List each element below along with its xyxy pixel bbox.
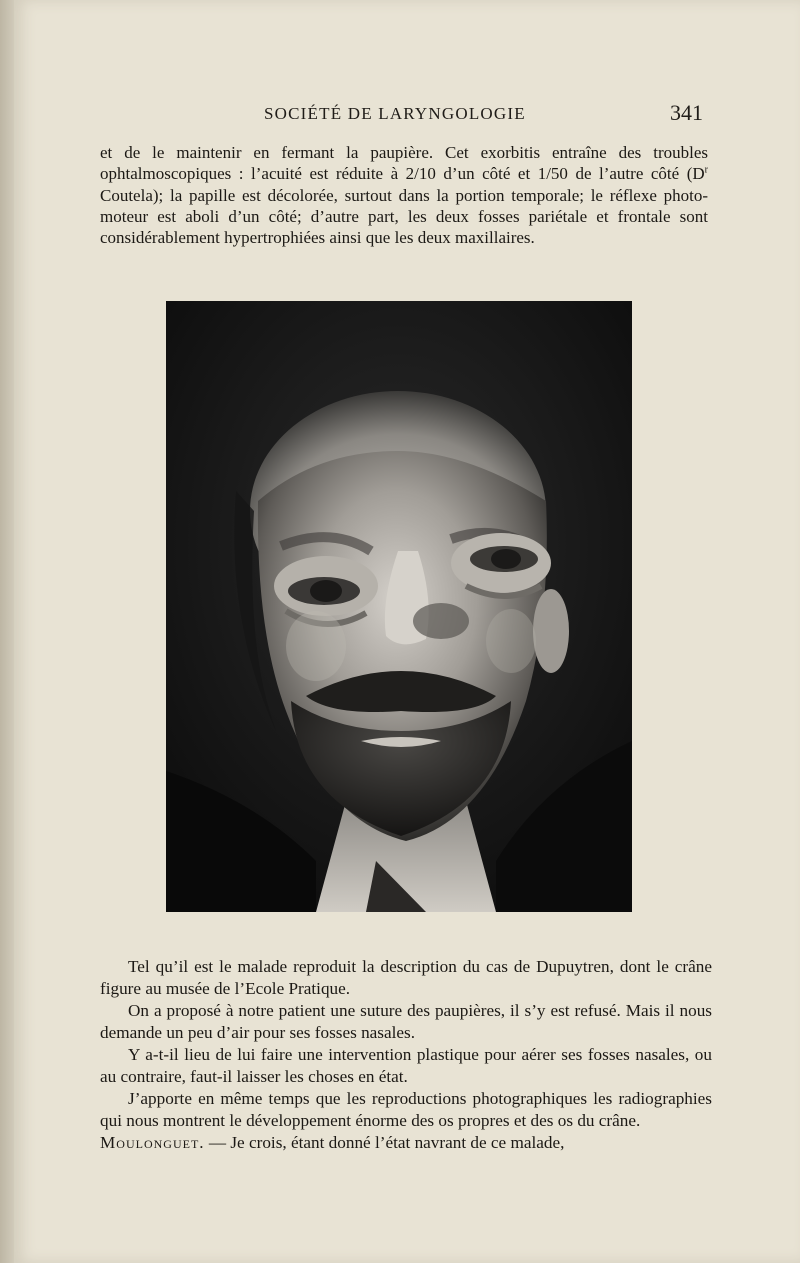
paragraph-suture: On a proposé à notre patient une suture des paupières, il s’y est refusé. Mais il nous demande un peu d’air pour ses fosses nasales. xyxy=(100,1001,712,1042)
running-title: SOCIÉTÉ DE LARYNGOLOGIE xyxy=(264,104,526,123)
paragraph-intervention: Y a-t-il lieu de lui faire une intervention plastique pour aérer ses fosses nasales, ou au contraire, faut-il laisser les choses en état. xyxy=(100,1045,712,1086)
paragraph-moulonguet xyxy=(100,1132,712,1154)
top-paragraph-text-1: et de le maintenir en fermant la paupière. Cet exorbitis entraîne des troubles ophtalmoscopiques : l’acuité est réduite à 2/10 d’un côté et 1/50 de l’autre côté (D xyxy=(100,143,708,184)
top-paragraph xyxy=(100,142,708,248)
speaker-text: — Je crois, étant donné l’état navrant de ce malade, xyxy=(204,1133,565,1152)
page-number: 341 xyxy=(670,100,703,125)
top-paragraph-text-2: Coutela); la papille est décolorée, surtout dans la portion temporale; le réflexe photo-moteur est aboli d’un côté; d’autre part, les deux fosses pariétale et frontale sont considérablement hypertrophiées ainsi que les deux maxillaires. xyxy=(100,185,708,248)
book-page xyxy=(14,0,800,1263)
speaker-name: Moulonguet. xyxy=(100,1133,205,1152)
bottom-paragraphs xyxy=(100,956,712,1154)
page-header xyxy=(14,100,800,130)
paragraph-dupuytren: Tel qu’il est le malade reproduit la description du cas de Dupuytren, dont le crâne figure au musée de l’Ecole Pratique. xyxy=(100,957,712,998)
portrait-photograph-icon xyxy=(166,301,632,912)
patient-photograph xyxy=(166,301,632,912)
paragraph-radiographs: J’apporte en même temps que les reproductions photographiques les radiographies qui nous montrent le développement énorme des os propres et des os du crâne. xyxy=(100,1089,712,1130)
doctor-superscript: r xyxy=(704,164,708,176)
